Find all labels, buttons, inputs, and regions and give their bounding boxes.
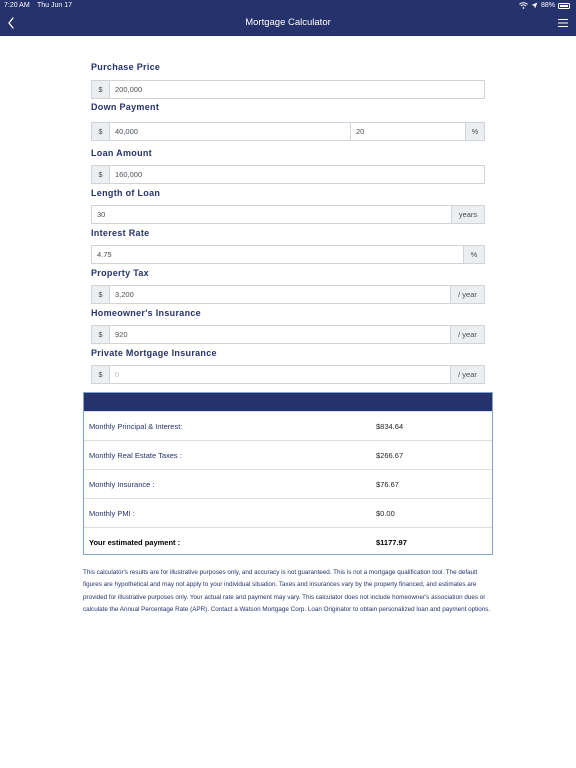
result-row: [84, 440, 492, 469]
percent-suffix: %: [464, 245, 485, 264]
loan-amount-input[interactable]: 160,000: [110, 165, 485, 184]
wifi-icon: [519, 2, 528, 9]
purchase-price-input[interactable]: 200,000: [110, 80, 485, 99]
status-date: Thu Jun 17: [37, 2, 73, 9]
length-of-loan-label: Length of Loan: [91, 188, 161, 198]
result-label: Monthly Principal & Interest:: [89, 422, 183, 431]
nav-bar: [0, 12, 576, 36]
result-label: Monthly PMI :: [89, 509, 135, 518]
interest-rate-input[interactable]: 4.75: [91, 245, 464, 264]
length-of-loan-group: [91, 205, 485, 224]
location-arrow-icon: [531, 2, 538, 9]
pmi-input[interactable]: 0: [110, 365, 451, 384]
pmi-group: [91, 365, 485, 384]
property-tax-input[interactable]: 3,200: [110, 285, 451, 304]
dollar-prefix: $: [91, 325, 110, 344]
purchase-price-group: [91, 80, 485, 99]
result-value: $834.64: [376, 422, 404, 431]
pmi-label: Private Mortgage Insurance: [91, 348, 217, 358]
result-value: $76.67: [376, 480, 399, 489]
loan-amount-label: Loan Amount: [91, 148, 152, 158]
result-row: [84, 411, 492, 440]
down-payment-label: Down Payment: [91, 102, 160, 112]
length-of-loan-input[interactable]: 30: [91, 205, 452, 224]
per-year-suffix: / year: [451, 285, 485, 304]
total-label: Your estimated payment :: [89, 538, 181, 547]
interest-rate-group: [91, 245, 485, 264]
results-header: [84, 393, 492, 411]
result-row: [84, 469, 492, 498]
homeowners-insurance-input[interactable]: 920: [110, 325, 451, 344]
dollar-prefix: $: [91, 80, 110, 99]
page-title: Mortgage Calculator: [245, 17, 331, 28]
down-payment-group: [91, 122, 485, 141]
down-payment-amount-input[interactable]: 40,000: [110, 122, 351, 141]
result-value: $0.00: [376, 509, 395, 518]
dollar-prefix: $: [91, 165, 110, 184]
dollar-prefix: $: [91, 122, 110, 141]
hamburger-menu-icon[interactable]: [556, 17, 570, 29]
result-row: [84, 498, 492, 527]
loan-amount-group: [91, 165, 485, 184]
dollar-prefix: $: [91, 285, 110, 304]
years-suffix: years: [452, 205, 485, 224]
disclaimer-text: This calculator's results are for illustrative purposes only, and accuracy is not guaranteed. This is not a mortgage qualification tool. The default figures are hypothetical and may not apply to your individual situation. Taxes and insurances vary by the property financed, and estimates are provided for illustrative purposes only. Your actual rate and payment may vary. This calculator does not include homeowner's association dues or calculate the Annual Percentage Rate (APR). Contact a Watson Mortgage Corp. Loan Originator to obtain personalized loan and payment options.: [83, 569, 491, 613]
status-bar: [0, 0, 576, 12]
results-table: [83, 392, 493, 555]
battery-icon: [558, 3, 570, 9]
down-payment-percent-input[interactable]: 20: [351, 122, 466, 141]
homeowners-insurance-group: [91, 325, 485, 344]
status-time: 7:20 AM: [4, 2, 30, 9]
percent-suffix: %: [466, 122, 485, 141]
property-tax-group: [91, 285, 485, 304]
status-indicators: [519, 2, 570, 9]
per-year-suffix: / year: [451, 325, 485, 344]
interest-rate-label: Interest Rate: [91, 228, 150, 238]
homeowners-insurance-label: Homeowner's Insurance: [91, 308, 201, 318]
result-value: $266.67: [376, 451, 404, 460]
result-label: Monthly Insurance :: [89, 480, 155, 489]
dollar-prefix: $: [91, 365, 110, 384]
property-tax-label: Property Tax: [91, 268, 149, 278]
per-year-suffix: / year: [451, 365, 485, 384]
battery-percent: 88%: [540, 2, 555, 9]
purchase-price-label: Purchase Price: [91, 62, 161, 72]
total-row: [84, 527, 492, 556]
total-value: $1177.97: [376, 538, 407, 547]
result-label: Monthly Real Estate Taxes :: [89, 451, 182, 460]
